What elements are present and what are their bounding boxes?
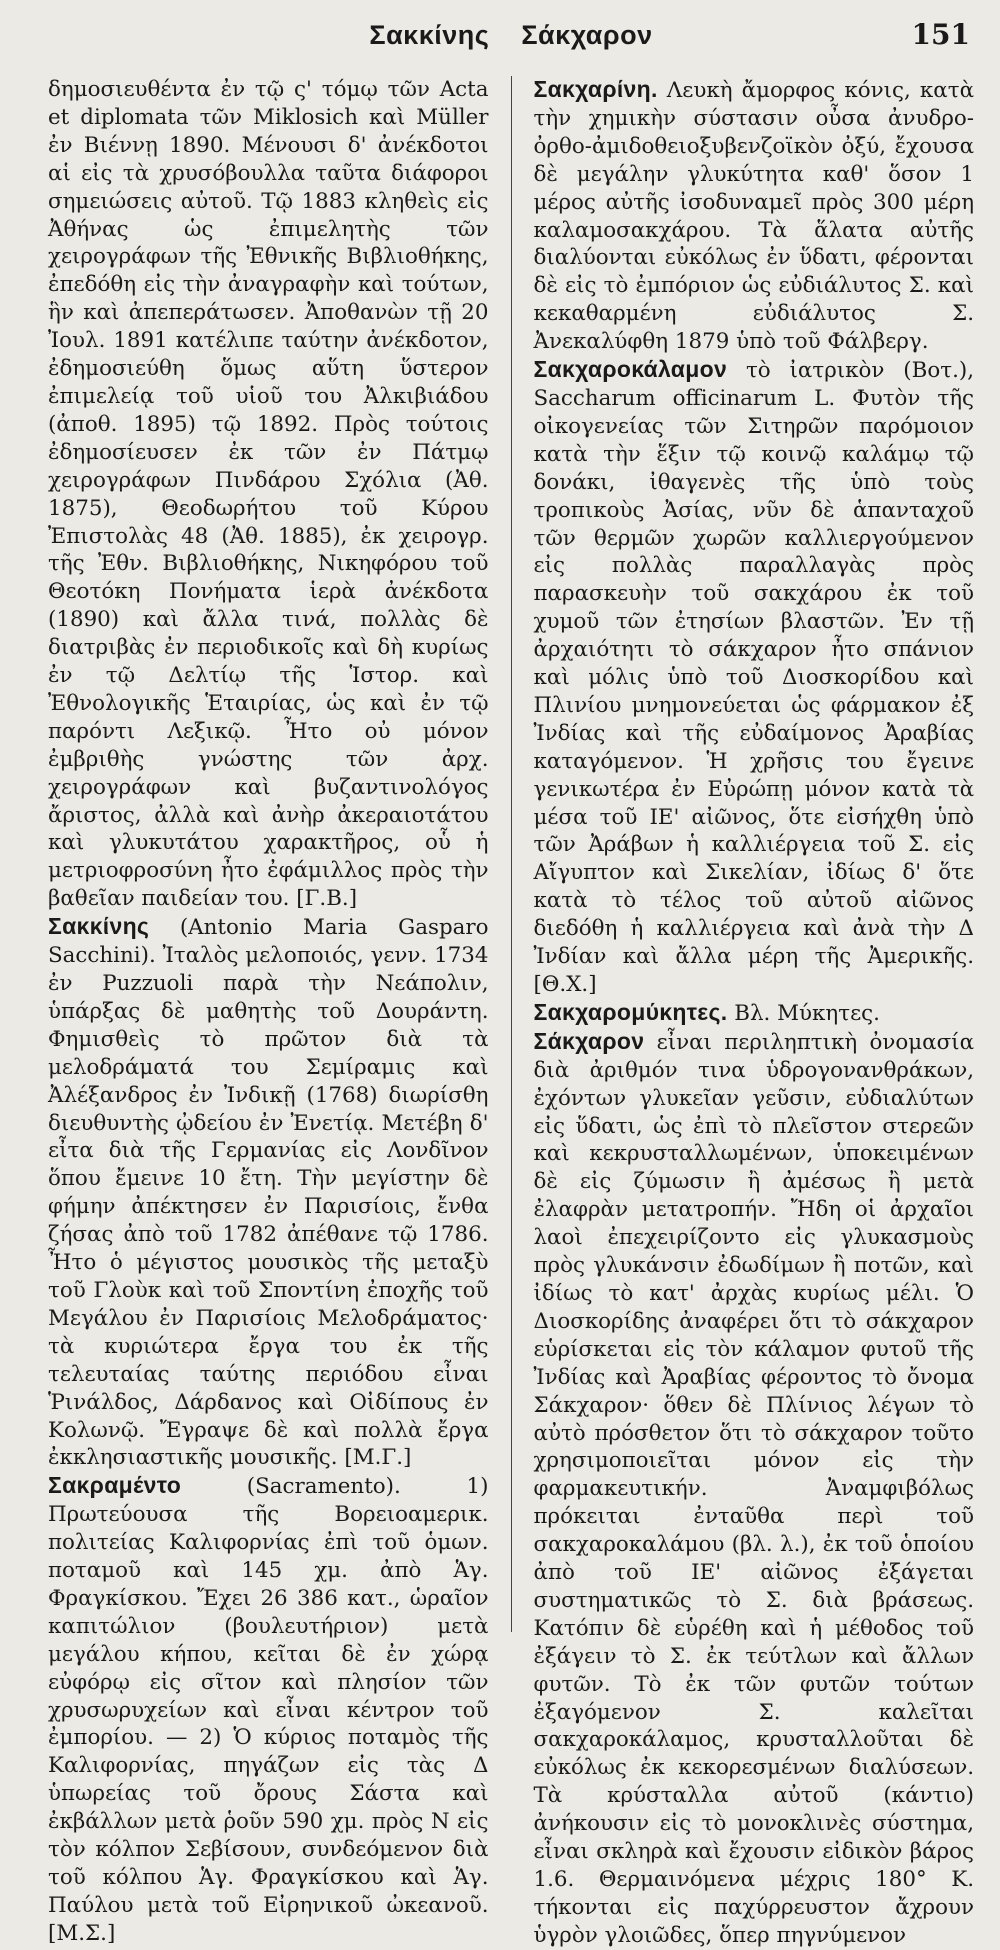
headword: Σακχαροκάλαμον (533, 356, 728, 383)
entry-text: Βλ. Μύκητες. (727, 1000, 880, 1026)
entry-sakcharon (534, 1028, 975, 1950)
right-column (533, 76, 975, 1948)
guide-word-right: Σάκχαρον (521, 20, 653, 50)
headword: Σάκχαρον (533, 1027, 645, 1054)
entry-text: Λευκὴ ἄμορφος κόνις, κατὰ τὴν χημικὴν σύστασιν οὖσα ἀνυδρο-ὀρθο-ἀμιδοθειοξυβενζοϊκὸν ὀξύ, ἔχουσα δὲ μεγάλην γλυκύτητα καθ' ὅσον 1 μέρος αὐτῆς ἰσοδυναμεῖ πρὸς 300 μέρη καλαμοσακχάρου. Τὰ ἅλατα αὐτῆς διαλύονται εὐκόλως ἐν ὕδατι, φέρονται δὲ εἰς τὸ ἐμπόριον ὡς εὐδιάλυτος Σ. καὶ κεκαθαρμένη εὐδιάλυτος Σ. Ἀνεκαλύφθη 1879 ὑπὸ τοῦ Φάλβεργ. (533, 78, 975, 355)
entry-sakcharokalamon (534, 356, 975, 999)
headword: Σακχαρομύκητες. (533, 998, 728, 1025)
entry-sakramento (48, 1472, 489, 1947)
headword: Σακραμέντο (48, 1472, 182, 1499)
page-number: 151 (911, 18, 970, 51)
guide-words (48, 20, 974, 51)
guide-word-left: Σακκίνης (369, 20, 490, 50)
entry-text: εἶναι περιληπτικὴ ὀνομασία διὰ ἀριθμόν τινα ὑδρογονανθράκων, ἐχόντων γλυκεῖαν γεῦσιν, εὐδιαλύτων εἰς ὕδατι, ὡς ἐπὶ τὸ πλεῖστον στερεῶν καὶ κεκρυσταλλωμένων, ὑποκειμένων δὲ εἰς ζύμωσιν ἢ ἀμέσως ἢ μετὰ ἐλαφρὰν μετατροπήν. Ἤδη οἱ ἀρχαῖοι λαοὶ ἐπεχειρίζοντο εἰς γλυκασμοὺς πρὸς γλυκάνσιν ἐδωδίμων ἢ ποτῶν, καὶ ἰδίως τὸ κατ' ἀρχὰς κυρίως μέλι. Ὁ Διοσκορίδης ἀναφέρει ὅτι τὸ σάκχαρον εὑρίσκεται εἰς τὸν κάλαμον φυτοῦ τῆς Ἰνδίας καὶ Ἀραβίας φέροντος τὸ ὄνομα Σάκχαρον· ὅθεν δὲ Πλίνιος λέγων τὸ αὐτὸ πρόσθετον ὅτι τὸ σάκχαρον τοῦτο χρησιμοποιεῖται μόνον εἰς τὴν φαρμακευτικήν. Ἀναμφιβόλως πρόκειται ἐνταῦθα περὶ τοῦ σακχαροκαλάμου (βλ. λ.), ἐκ τοῦ ὁποίου ἀπὸ τοῦ ΙΕ' αἰῶνος ἐξάγεται συστηματικῶς τὸ Σ. διὰ βράσεως. Κατόπιν δὲ εὑρέθη καὶ ἡ μέθοδος τοῦ ἐξάγειν τὸ Σ. ἐκ τεύτλων καὶ ἄλλων φυτῶν. Τὸ ἐκ τῶν φυτῶν τούτων ἐξαγόμενον Σ. καλεῖται σακχαροκάλαμος, κρυσταλλοῦται δὲ εὐκόλως ἐκ κεκορεσμένων διαλύσεων. Τὰ κρύσταλλα αὐτοῦ (κάντιο) ἀνήκουσιν εἰς τὸ μονοκλινὲς σύστημα, εἶναι σκληρὰ καὶ ἔχουσιν εἰδικὸν βάρος 1.6. Θερμαινόμενα μέχρις 180° Κ. τήκονται εἰς παχύρρευστον ἄχρουν ὑγρὸν γλοιῶδες, ὅπερ πηγνύμενον (533, 1029, 975, 1948)
two-column-body (48, 76, 975, 1948)
entry-sakcharini (534, 76, 975, 356)
left-column (48, 76, 489, 1946)
running-header (48, 14, 974, 64)
headword: Σακχαρίνη. (533, 76, 658, 102)
entry-text: (Sacramento). 1) Πρωτεύουσα τῆς Βορειοαμερικ. πολιτείας Καλιφορνίας ἐπὶ τοῦ ὁμων. ποταμοῦ καὶ 145 χμ. ἀπὸ Ἁγ. Φραγκίσκου. Ἔχει 26 386 κατ., ὡραῖον καπιτώλιον (βουλευτήριον) μετὰ μεγάλου κήπου, κεῖται δὲ ἐν χώρᾳ εὐφόρῳ εἰς σῖτον καὶ πλησίον τῶν χρυσωρυχείων καὶ εἶναι κέντρον τοῦ ἐμπορίου. — 2) Ὁ κύριος ποταμὸς τῆς Καλιφορνίας, πηγάζων εἰς τὰς Δ ὑπωρείας τοῦ ὄρους Σάστα καὶ ἐκβάλλων μετὰ ῥοῦν 590 χμ. πρὸς Ν εἰς τὸν κόλπον Σεβίσουν, συνδεόμενον διὰ τοῦ κόλπου Ἁγ. Φραγκίσκου καὶ Ἁγ. Παύλου μετὰ τοῦ Εἰρηνικοῦ ὠκεανοῦ. [Μ.Σ.] (48, 1474, 489, 1946)
entry-sakkinis (48, 913, 489, 1472)
entry-sakcharomykites (534, 999, 975, 1028)
continued-entry: δημοσιευθέντα ἐν τῷ ς' τόμῳ τῶν Acta et diplomata τῶν Miklosich καὶ Müller ἐν Βιέννῃ 1890. Μένουσι δ' ἀνέκδοτοι αἱ εἰς τὰ χρυσόβουλλα ταῦτα διάφοροι σημειώσεις αὐτοῦ. Τῷ 1883 κληθεὶς εἰς Ἀθήνας ὡς ἐπιμελητὴς τῶν χειρογράφων τῆς Ἐθνικῆς Βιβλιοθήκης, ἐπεδόθη εἰς τὴν ἀναγραφὴν καὶ τούτων, ἣν καὶ ἀπεπεράτωσεν. Ἀποθανὼν τῇ 20 Ἰουλ. 1891 κατέλιπε ταύτην ἀνέκδοτον, ἐδημοσιεύθη ὅμως αὕτη ὕστερον ἐπιμελείᾳ τοῦ υἱοῦ του Ἀλκιβιάδου (ἀποθ. 1895) τῷ 1892. Πρὸς τούτοις ἐδημοσίευσεν ἐκ τῶν ἐν Πάτμῳ χειρογράφων Πινδάρου Σχόλια (Ἀθ. 1875), Θεοδωρήτου τοῦ Κύρου Ἐπιστολὰς 48 (Ἀθ. 1885), ἐκ χειρογρ. τῆς Ἐθν. Βιβλιοθήκης, Νικηφόρου τοῦ Θεοτόκη Πονήματα ἱερὰ ἀνέκδοτα (1890) καὶ ἄλλα τινά, πολλὰς δὲ διατριβὰς ἐν περιοδικοῖς καὶ δὴ κυρίως ἐν τῷ Δελτίῳ τῆς Ἱστορ. καὶ Ἐθνολογικῆς Ἑταιρίας, ὡς καὶ ἐν τῷ παρόντι Λεξικῷ. Ἦτο οὐ μόνον ἐμβριθὴς γνώστης τῶν ἀρχ. χειρογράφων καὶ βυζαντινολόγος ἄριστος, ἀλλὰ καὶ ἀνὴρ ἀκεραιοτάτου καὶ γλυκυτάτου χαρακτῆρος, οὗ ἡ μετριοφροσύνη ἦτο ἐφάμιλλος πρὸς τὴν βαθεῖαν παιδείαν του. [Γ.Β.] (48, 77, 489, 912)
headword: Σακκίνης (48, 913, 150, 940)
entry-text: (Antonio Maria Gasparo Sacchini). Ἰταλὸς μελοποιός, γενν. 1734 ἐν Puzzuoli παρὰ τὴν Νεάπολιν, ὑπάρξας δὲ μαθητὴς τοῦ Δουράντη. Φημισθεὶς τὸ πρῶτον διὰ τὰ μελοδράματά του Σεμίραμις καὶ Ἀλέξανδρος ἐν Ἰνδικῇ (1768) διωρίσθη διευθυντὴς ᾠδείου ἐν Ἐνετίᾳ. Μετέβη δ' εἶτα διὰ τῆς Γερμανίας εἰς Λονδῖνον ὅπου ἔμεινε 10 ἔτη. Τὴν μεγίστην δὲ φήμην ἀπέκτησεν ἐν Παρισίοις, ἔνθα ζήσας ἀπὸ τοῦ 1782 ἀπέθανε τῷ 1786. Ἦτο ὁ μέγιστος μουσικὸς τῆς μεταξὺ τοῦ Γλοὺκ καὶ τοῦ Σποντίνη ἐποχῆς τοῦ Μεγάλου ἐν Παρισίοις Μελοδράματος· τὰ κυριώτερα ἔργα του ἐκ τῆς τελευταίας ταύτης περιόδου εἶναι Ῥινάλδος, Δάρδανος καὶ Οἰδίπους ἐν Κολωνῷ. Ἔγραψε δὲ καὶ πολλὰ ἔργα ἐκκλησιαστικῆς μουσικῆς. [Μ.Γ.] (48, 915, 489, 1471)
entry-text: τὸ ἰατρικὸν (Βοτ.), Saccharum officinarum L. Φυτὸν τῆς οἰκογενείας τῶν Σιτηρῶν παρόμοιον κατὰ τὴν ἕξιν τῷ κοινῷ καλάμῳ τῷ δονάκι, ἰθαγενὲς τῆς ὑπὸ τοὺς τροπικοὺς Ἀσίας, νῦν δὲ ἁπανταχοῦ τῶν θερμῶν χωρῶν καλλιεργούμενον εἰς πολλὰς παραλλαγὰς πρὸς παρασκευὴν τοῦ σακχάρου ἐκ τοῦ χυμοῦ τῶν ἐτησίων βλαστῶν. Ἐν τῇ ἀρχαιότητι τὸ σάκχαρον ἦτο σπάνιον καὶ μόλις ὑπὸ τοῦ Διοσκορίδου καὶ Πλινίου μνημονεύεται ὡς φάρμακον ἐξ Ἰνδίας καὶ τῆς εὐδαίμονος Ἀραβίας καταγόμενον. Ἡ χρῆσις του ἔγεινε γενικωτέρα ἐν Εὐρώπῃ μόνον κατὰ τὰ μέσα τοῦ ΙΕ' αἰῶνος, ὅτε εἰσήχθη ὑπὸ τῶν Ἀράβων ἡ καλλιέργεια τοῦ Σ. εἰς Αἴγυπτον καὶ Σικελίαν, ἰδίως δ' ὅτε κατὰ τὸ τέλος τοῦ αὐτοῦ αἰῶνος διεδόθη ἡ καλλιέργεια καὶ ἀνὰ τὴν Δ Ἰνδίαν καὶ ἄλλα μέρη τῆς Ἀμερικῆς. [Θ.Χ.] (533, 358, 975, 997)
column-divider (511, 76, 512, 1632)
